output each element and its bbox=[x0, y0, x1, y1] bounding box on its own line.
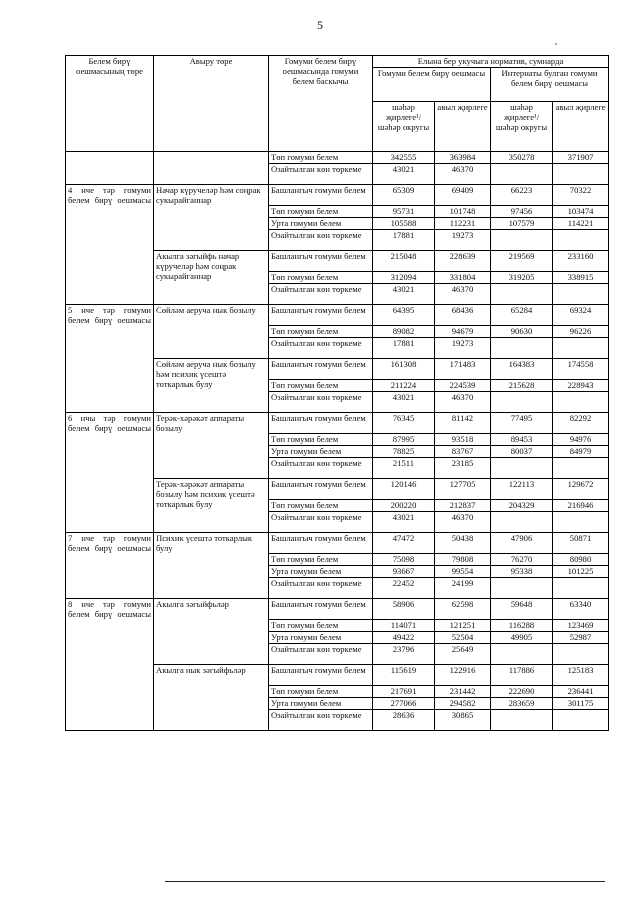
norm-rural-boarding bbox=[553, 578, 609, 599]
education-level-cell: Урта гомуми белем bbox=[269, 566, 373, 578]
disease-type-cell: Психик үсештә тоткарлык булу bbox=[154, 533, 269, 599]
norm-city-boarding: 283659 bbox=[491, 698, 553, 710]
education-level-cell: Төп гомуми белем bbox=[269, 152, 373, 164]
norm-city-boarding bbox=[491, 284, 553, 305]
table-row bbox=[66, 185, 609, 206]
norm-rural-boarding: 94976 bbox=[553, 434, 609, 446]
norm-rural-general: 101748 bbox=[435, 206, 491, 218]
disease-type-cell bbox=[154, 152, 269, 185]
education-level-cell: Башлангыч гомуми белем bbox=[269, 251, 373, 272]
norm-city-boarding: 117886 bbox=[491, 665, 553, 686]
header-general-org: Гомуми белем бирү оешмасы bbox=[373, 68, 491, 102]
header-education-level: Гомуми белем бирү оешмасында гомуми белем баскычы bbox=[269, 56, 373, 152]
norm-city-general: 64395 bbox=[373, 305, 435, 326]
norm-city-general: 76345 bbox=[373, 413, 435, 434]
education-level-cell: Озайтылган көн төркеме bbox=[269, 392, 373, 413]
norm-city-general: 95731 bbox=[373, 206, 435, 218]
norm-rural-general: 127705 bbox=[435, 479, 491, 500]
education-level-cell: Башлангыч гомуми белем bbox=[269, 533, 373, 554]
norm-city-boarding: 49905 bbox=[491, 632, 553, 644]
education-level-cell: Башлангыч гомуми белем bbox=[269, 305, 373, 326]
org-type-cell: 8 нче тәр гомуми белем бирү оешмасы bbox=[66, 599, 154, 731]
norm-rural-general: 212837 bbox=[435, 500, 491, 512]
education-level-cell: Озайтылган көн төркеме bbox=[269, 644, 373, 665]
education-level-cell: Озайтылган көн төркеме bbox=[269, 230, 373, 251]
norm-city-general: 200220 bbox=[373, 500, 435, 512]
education-level-cell: Урта гомуми белем bbox=[269, 698, 373, 710]
norm-rural-general: 331804 bbox=[435, 272, 491, 284]
norm-rural-general: 99554 bbox=[435, 566, 491, 578]
education-level-cell: Төп гомуми белем bbox=[269, 272, 373, 284]
education-level-cell: Урта гомуми белем bbox=[269, 218, 373, 230]
scan-dot bbox=[555, 43, 557, 45]
norm-rural-general: 224539 bbox=[435, 380, 491, 392]
norm-city-boarding: 47906 bbox=[491, 533, 553, 554]
header-boarding-org: Интернаты булган гомуми белем бирү оешмасы bbox=[491, 68, 609, 102]
norm-rural-general: 19273 bbox=[435, 338, 491, 359]
norm-city-boarding: 65284 bbox=[491, 305, 553, 326]
norm-rural-boarding bbox=[553, 644, 609, 665]
norm-rural-general: 62598 bbox=[435, 599, 491, 620]
header-rural: авыл җирлеге bbox=[553, 102, 609, 152]
org-type-cell: 6 нчы тәр гомуми белем бирү оешмасы bbox=[66, 413, 154, 533]
disease-type-cell: Акылга зәгыйфьләр bbox=[154, 599, 269, 665]
table-row bbox=[66, 533, 609, 554]
norm-city-boarding: 90630 bbox=[491, 326, 553, 338]
norm-rural-boarding: 82292 bbox=[553, 413, 609, 434]
norm-rural-boarding: 174558 bbox=[553, 359, 609, 380]
education-level-cell: Башлангыч гомуми белем bbox=[269, 413, 373, 434]
norm-city-boarding: 222690 bbox=[491, 686, 553, 698]
table-row bbox=[66, 305, 609, 326]
norm-city-general: 211224 bbox=[373, 380, 435, 392]
norm-city-general: 215048 bbox=[373, 251, 435, 272]
norm-rural-boarding bbox=[553, 512, 609, 533]
norm-rural-boarding: 236441 bbox=[553, 686, 609, 698]
org-type-cell: 5 нче тәр гомуми белем бирү оешмасы bbox=[66, 305, 154, 413]
norm-city-boarding: 204329 bbox=[491, 500, 553, 512]
norm-rural-general: 69409 bbox=[435, 185, 491, 206]
norm-city-general: 217691 bbox=[373, 686, 435, 698]
education-level-cell: Төп гомуми белем bbox=[269, 620, 373, 632]
norm-city-general: 43021 bbox=[373, 164, 435, 185]
norm-rural-general: 79808 bbox=[435, 554, 491, 566]
norm-city-boarding: 95338 bbox=[491, 566, 553, 578]
disease-type-cell: Акылга нык зәгыйфьләр bbox=[154, 665, 269, 731]
org-type-cell: 4 нче тәр гомуми белем бирү оешмасы bbox=[66, 185, 154, 305]
norm-rural-boarding bbox=[553, 338, 609, 359]
norm-city-boarding: 164383 bbox=[491, 359, 553, 380]
norm-rural-general: 122916 bbox=[435, 665, 491, 686]
header-norm-group: Елына бер укучыга норматив, сумнарда bbox=[373, 56, 609, 68]
education-level-cell: Урта гомуми белем bbox=[269, 632, 373, 644]
norm-rural-general: 112231 bbox=[435, 218, 491, 230]
norm-rural-general: 171483 bbox=[435, 359, 491, 380]
norm-city-boarding: 76270 bbox=[491, 554, 553, 566]
table-header bbox=[66, 56, 609, 152]
header-disease-type: Авыру төре bbox=[154, 56, 269, 152]
norm-city-general: 161308 bbox=[373, 359, 435, 380]
org-type-cell: 7 нче тәр гомуми белем бирү оешмасы bbox=[66, 533, 154, 599]
norm-rural-boarding: 70322 bbox=[553, 185, 609, 206]
education-level-cell: Башлангыч гомуми белем bbox=[269, 185, 373, 206]
education-level-cell: Озайтылган көн төркеме bbox=[269, 512, 373, 533]
norm-city-general: 17881 bbox=[373, 230, 435, 251]
education-level-cell: Башлангыч гомуми белем bbox=[269, 599, 373, 620]
norm-rural-boarding: 228943 bbox=[553, 380, 609, 392]
disease-type-cell: Сөйләм аеруча нык бозылу һәм психик үсештә тоткарлык булу bbox=[154, 359, 269, 413]
norm-rural-boarding bbox=[553, 230, 609, 251]
norm-rural-general: 46370 bbox=[435, 164, 491, 185]
disease-type-cell: Акылга зәгыйфь начар күручеләр һәм соңрак сукырайганнар bbox=[154, 251, 269, 305]
norm-rural-boarding bbox=[553, 458, 609, 479]
norm-city-general: 22452 bbox=[373, 578, 435, 599]
norm-rural-general: 231442 bbox=[435, 686, 491, 698]
norm-city-boarding: 350278 bbox=[491, 152, 553, 164]
norm-rural-boarding bbox=[553, 284, 609, 305]
norm-rural-general: 25649 bbox=[435, 644, 491, 665]
norm-rural-general: 52504 bbox=[435, 632, 491, 644]
norm-rural-boarding: 103474 bbox=[553, 206, 609, 218]
norm-rural-general: 81142 bbox=[435, 413, 491, 434]
norm-city-general: 43021 bbox=[373, 284, 435, 305]
norm-rural-boarding: 69324 bbox=[553, 305, 609, 326]
header-rural: авыл җирлеге bbox=[435, 102, 491, 152]
norm-city-general: 43021 bbox=[373, 512, 435, 533]
footer-rule bbox=[165, 881, 605, 882]
org-type-cell bbox=[66, 152, 154, 185]
norm-city-boarding bbox=[491, 578, 553, 599]
education-level-cell: Озайтылган көн төркеме bbox=[269, 578, 373, 599]
norm-city-general: 114071 bbox=[373, 620, 435, 632]
norm-rural-boarding: 301175 bbox=[553, 698, 609, 710]
norm-city-boarding bbox=[491, 710, 553, 731]
norm-city-boarding: 89453 bbox=[491, 434, 553, 446]
norm-city-general: 28636 bbox=[373, 710, 435, 731]
education-level-cell: Төп гомуми белем bbox=[269, 500, 373, 512]
norm-rural-general: 363984 bbox=[435, 152, 491, 164]
education-level-cell: Башлангыч гомуми белем bbox=[269, 479, 373, 500]
norm-city-boarding: 66223 bbox=[491, 185, 553, 206]
norm-rural-general: 50438 bbox=[435, 533, 491, 554]
education-level-cell: Төп гомуми белем bbox=[269, 554, 373, 566]
disease-type-cell: Сөйләм аеруча нык бозылу bbox=[154, 305, 269, 359]
norm-rural-general: 46370 bbox=[435, 512, 491, 533]
norm-rural-general: 46370 bbox=[435, 392, 491, 413]
norm-rural-boarding: 96226 bbox=[553, 326, 609, 338]
norm-city-general: 312094 bbox=[373, 272, 435, 284]
norm-city-general: 342555 bbox=[373, 152, 435, 164]
norm-rural-boarding: 233160 bbox=[553, 251, 609, 272]
norm-city-boarding: 122113 bbox=[491, 479, 553, 500]
norm-city-general: 75098 bbox=[373, 554, 435, 566]
norm-rural-boarding: 84979 bbox=[553, 446, 609, 458]
norm-city-general: 49422 bbox=[373, 632, 435, 644]
norm-rural-boarding: 52987 bbox=[553, 632, 609, 644]
norm-rural-boarding: 63340 bbox=[553, 599, 609, 620]
norm-city-boarding: 215628 bbox=[491, 380, 553, 392]
disease-type-cell: Начар күручеләр һәм соңрак сукырайганнар bbox=[154, 185, 269, 251]
education-level-cell: Төп гомуми белем bbox=[269, 206, 373, 218]
norm-rural-general: 94679 bbox=[435, 326, 491, 338]
norm-city-boarding: 219569 bbox=[491, 251, 553, 272]
education-level-cell: Төп гомуми белем bbox=[269, 434, 373, 446]
education-level-cell: Озайтылган көн төркеме bbox=[269, 338, 373, 359]
norm-city-general: 65309 bbox=[373, 185, 435, 206]
norm-city-boarding bbox=[491, 458, 553, 479]
norm-city-boarding bbox=[491, 230, 553, 251]
norm-city-boarding: 319205 bbox=[491, 272, 553, 284]
norm-rural-boarding: 50871 bbox=[553, 533, 609, 554]
norm-rural-general: 121251 bbox=[435, 620, 491, 632]
norm-city-general: 115619 bbox=[373, 665, 435, 686]
norm-city-boarding: 59648 bbox=[491, 599, 553, 620]
norm-city-general: 120146 bbox=[373, 479, 435, 500]
norm-rural-general: 93518 bbox=[435, 434, 491, 446]
norm-rural-boarding: 101225 bbox=[553, 566, 609, 578]
education-level-cell: Башлангыч гомуми белем bbox=[269, 665, 373, 686]
table-row bbox=[66, 152, 609, 164]
norm-city-general: 43021 bbox=[373, 392, 435, 413]
norm-city-boarding: 116288 bbox=[491, 620, 553, 632]
norm-rural-boarding: 123469 bbox=[553, 620, 609, 632]
norm-rural-general: 228639 bbox=[435, 251, 491, 272]
norm-city-general: 47472 bbox=[373, 533, 435, 554]
header-city: шәһәр җирлеге¹/ шәһәр округы bbox=[491, 102, 553, 152]
norm-city-boarding bbox=[491, 164, 553, 185]
norm-city-general: 21511 bbox=[373, 458, 435, 479]
norm-city-general: 23796 bbox=[373, 644, 435, 665]
norm-rural-boarding bbox=[553, 710, 609, 731]
norm-city-general: 89082 bbox=[373, 326, 435, 338]
norm-rural-general: 68436 bbox=[435, 305, 491, 326]
norm-city-boarding bbox=[491, 338, 553, 359]
norm-city-boarding bbox=[491, 392, 553, 413]
education-level-cell: Төп гомуми белем bbox=[269, 686, 373, 698]
norm-rural-boarding bbox=[553, 164, 609, 185]
norm-city-general: 277066 bbox=[373, 698, 435, 710]
header-city: шәһәр җирлеге¹/ шәһәр округы bbox=[373, 102, 435, 152]
norm-rural-general: 30865 bbox=[435, 710, 491, 731]
education-level-cell: Башлангыч гомуми белем bbox=[269, 359, 373, 380]
page-number: 5 bbox=[317, 18, 323, 32]
education-level-cell: Урта гомуми белем bbox=[269, 446, 373, 458]
education-level-cell: Озайтылган көн төркеме bbox=[269, 164, 373, 185]
norms-table bbox=[65, 55, 609, 731]
table-row bbox=[66, 413, 609, 434]
norm-city-boarding bbox=[491, 644, 553, 665]
norm-city-boarding bbox=[491, 512, 553, 533]
norm-city-general: 58906 bbox=[373, 599, 435, 620]
norm-city-boarding: 77495 bbox=[491, 413, 553, 434]
norm-city-boarding: 107579 bbox=[491, 218, 553, 230]
norm-rural-boarding: 80980 bbox=[553, 554, 609, 566]
norm-city-general: 78825 bbox=[373, 446, 435, 458]
norm-city-boarding: 97456 bbox=[491, 206, 553, 218]
education-level-cell: Төп гомуми белем bbox=[269, 380, 373, 392]
education-level-cell: Озайтылган көн төркеме bbox=[269, 458, 373, 479]
norm-rural-boarding: 216946 bbox=[553, 500, 609, 512]
norm-rural-boarding: 114221 bbox=[553, 218, 609, 230]
disease-type-cell: Терәк-хәрәкәт аппараты бозылу bbox=[154, 413, 269, 479]
norm-rural-general: 83767 bbox=[435, 446, 491, 458]
norm-rural-general: 46370 bbox=[435, 284, 491, 305]
table-body bbox=[66, 152, 609, 731]
norm-rural-general: 294582 bbox=[435, 698, 491, 710]
header-org-type: Белем бирү оешмасының төре bbox=[66, 56, 154, 152]
norm-rural-boarding: 129672 bbox=[553, 479, 609, 500]
norm-rural-general: 24199 bbox=[435, 578, 491, 599]
norm-city-general: 93667 bbox=[373, 566, 435, 578]
education-level-cell: Озайтылган көн төркеме bbox=[269, 710, 373, 731]
education-level-cell: Озайтылган көн төркеме bbox=[269, 284, 373, 305]
norm-rural-general: 19273 bbox=[435, 230, 491, 251]
norm-city-general: 17881 bbox=[373, 338, 435, 359]
norm-city-general: 87995 bbox=[373, 434, 435, 446]
norm-rural-general: 23185 bbox=[435, 458, 491, 479]
norm-rural-boarding: 371907 bbox=[553, 152, 609, 164]
norm-rural-boarding: 338915 bbox=[553, 272, 609, 284]
disease-type-cell: Терәк-хәрәкәт аппараты бозылу һәм психик үсештә тоткарлык булу bbox=[154, 479, 269, 533]
norm-city-general: 105588 bbox=[373, 218, 435, 230]
norm-city-boarding: 80037 bbox=[491, 446, 553, 458]
norm-rural-boarding: 125183 bbox=[553, 665, 609, 686]
table-row bbox=[66, 599, 609, 620]
education-level-cell: Төп гомуми белем bbox=[269, 326, 373, 338]
norm-rural-boarding bbox=[553, 392, 609, 413]
